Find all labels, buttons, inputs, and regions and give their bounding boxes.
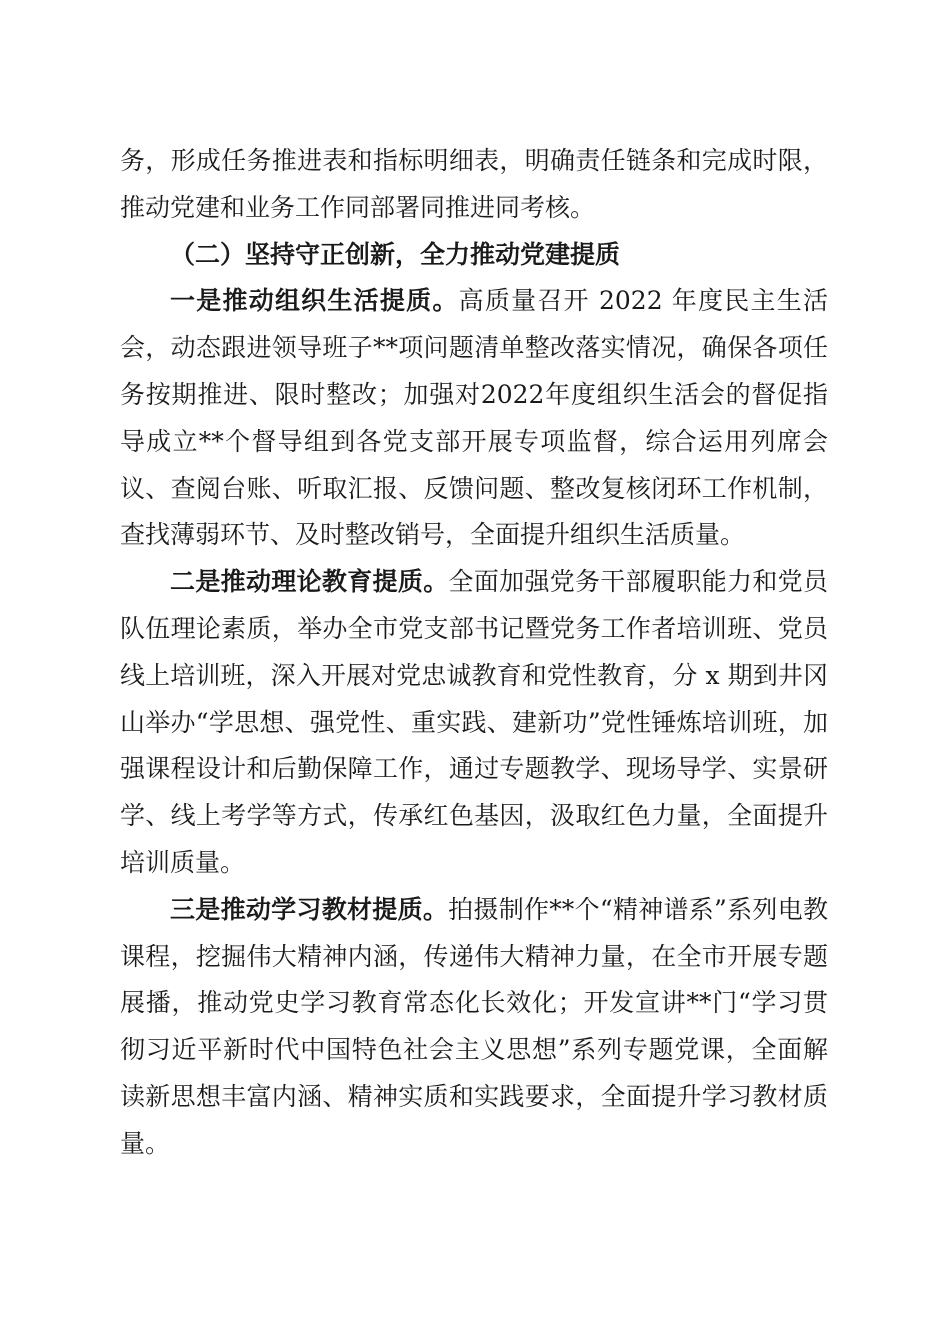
paragraph-lead: 一是推动组织生活提质。 <box>170 286 459 316</box>
document-body <box>120 138 828 1168</box>
paragraph-study-materials <box>120 887 828 1168</box>
paragraph-body: 全面加强党务干部履职能力和党员队伍理论素质，举办全市党支部书记暨党务工作者培训班、党员线上培训班，深入开展对党忠诚教育和党性教育，分 x 期到井冈山举办“学思想、强党性、重实践、建新功”党性锤炼培训班，加强课程设计和后勤保障工作，通过专题教学、现场导学、实景研学、线上考学等方式，传承红色基因，汲取红色力量，全面提升培训质量。 <box>120 567 828 877</box>
paragraph-body: 高质量召开 2022 年度民主生活会，动态跟进领导班子**项问题清单整改落实情况，确保各项任务按期推进、限时整改；加强对2022年度组织生活会的督促指导成立**个督导组到各党支部开展专项监督，综合运用列席会议、查阅台账、听取汇报、反馈问题、整改复核闭环工作机制，查找薄弱环节、及时整改销号，全面提升组织生活质量。 <box>120 286 828 550</box>
continuation-paragraph: 务，形成任务推进表和指标明细表，明确责任链条和完成时限，推动党建和业务工作同部署同推进同考核。 <box>120 146 828 222</box>
paragraph-organization-life <box>120 278 828 559</box>
paragraph-body: 拍摄制作**个“精神谱系”系列电教课程，挖掘伟大精神内涵，传递伟大精神力量，在全市开展专题展播，推动党史学习教育常态化长效化；开发宣讲**门“学习贯彻习近平新时代中国特色社会主义思想”系列专题党课，全面解读新思想丰富内涵、精神实质和实践要求，全面提升学习教材质量。 <box>120 894 828 1158</box>
paragraph-theory-education <box>120 559 828 887</box>
paragraph-lead: 三是推动学习教材提质。 <box>170 894 449 924</box>
section-heading: （二）坚持守正创新，全力推动党建提质 <box>170 239 621 269</box>
paragraph-lead: 二是推动理论教育提质。 <box>170 567 449 597</box>
